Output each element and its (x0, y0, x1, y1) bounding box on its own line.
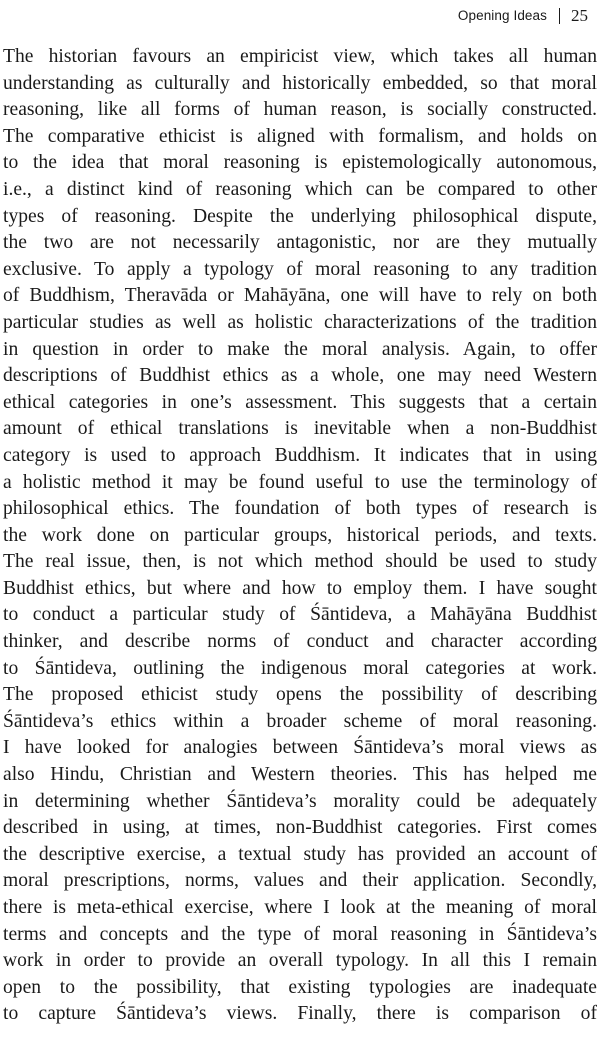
text-line: in question in order to make the moral analysis. Again, to offer (3, 338, 597, 360)
text-line: Śāntideva’s ethics within a broader scheme of moral reasoning. (3, 710, 597, 732)
text-line: Buddhist ethics, but where and how to employ them. I have sought (3, 577, 597, 599)
text-line: a holistic method it may be found useful to use the terminology of (3, 471, 597, 493)
text-line: category is used to approach Buddhism. It indicates that in using (3, 444, 597, 466)
text-line: reasoning, like all forms of human reason, is socially constructed. (3, 99, 597, 121)
text-line: to conduct a particular study of Śāntideva, a Mahāyāna Buddhist (3, 604, 597, 626)
text-line: to Śāntideva, outlining the indigenous moral categories at work. (3, 657, 597, 679)
text-line: The proposed ethicist study opens the possibility of describing (3, 684, 597, 706)
text-line: understanding as culturally and historically embedded, so that moral (3, 72, 597, 94)
text-line: thinker, and describe norms of conduct and character according (3, 631, 597, 653)
text-line: the descriptive exercise, a textual study has provided an account of (3, 843, 597, 865)
text-line: philosophical ethics. The foundation of both types of research is (3, 498, 597, 520)
text-line: particular studies as well as holistic characterizations of the tradition (3, 311, 597, 333)
running-head: Opening Ideas (457, 8, 547, 23)
text-line: to the idea that moral reasoning is epistemologically autonomous, (3, 152, 597, 174)
text-line: terms and concepts and the type of moral reasoning in Śāntideva’s (3, 923, 597, 945)
text-line: in determining whether Śāntideva’s morality could be adequately (3, 790, 597, 812)
text-line: the work done on particular groups, historical periods, and texts. (3, 524, 597, 546)
text-line: descriptions of Buddhist ethics as a whole, one may need Western (3, 365, 597, 387)
text-line: The comparative ethicist is aligned with formalism, and holds on (3, 125, 597, 147)
text-line: work in order to provide an overall typology. In all this I remain (3, 950, 597, 972)
header-separator (559, 8, 560, 24)
text-line: amount of ethical translations is inevitable when a non-Buddhist (3, 418, 597, 440)
text-line: types of reasoning. Despite the underlying philosophical dispute, (3, 205, 597, 227)
text-line: also Hindu, Christian and Western theories. This has helped me (3, 764, 597, 786)
text-line: the two are not necessarily antagonistic, nor are they mutually (3, 232, 597, 254)
text-line: ethical categories in one’s assessment. This suggests that a certain (3, 391, 597, 413)
body-paragraph (3, 44, 597, 1028)
text-line: exclusive. To apply a typology of moral reasoning to any tradition (3, 258, 597, 280)
page-header (458, 6, 588, 26)
text-line: of Buddhism, Theravāda or Mahāyāna, one will have to rely on both (3, 285, 597, 307)
page-number: 25 (571, 6, 588, 25)
text-line: to capture Śāntideva’s views. Finally, there is comparison of (3, 1003, 597, 1025)
text-line: The real issue, then, is not which method should be used to study (3, 551, 597, 573)
text-line: The historian favours an empiricist view, which takes all human (3, 46, 597, 67)
text-line: open to the possibility, that existing typologies are inadequate (3, 976, 597, 998)
text-line: i.e., a distinct kind of reasoning which can be compared to other (3, 178, 597, 200)
text-line: moral prescriptions, norms, values and their application. Secondly, (3, 870, 597, 892)
text-line: there is meta-ethical exercise, where I look at the meaning of moral (3, 897, 597, 918)
text-line: described in using, at times, non-Buddhist categories. First comes (3, 817, 597, 839)
text-line: I have looked for analogies between Śāntideva’s moral views as (3, 737, 597, 759)
